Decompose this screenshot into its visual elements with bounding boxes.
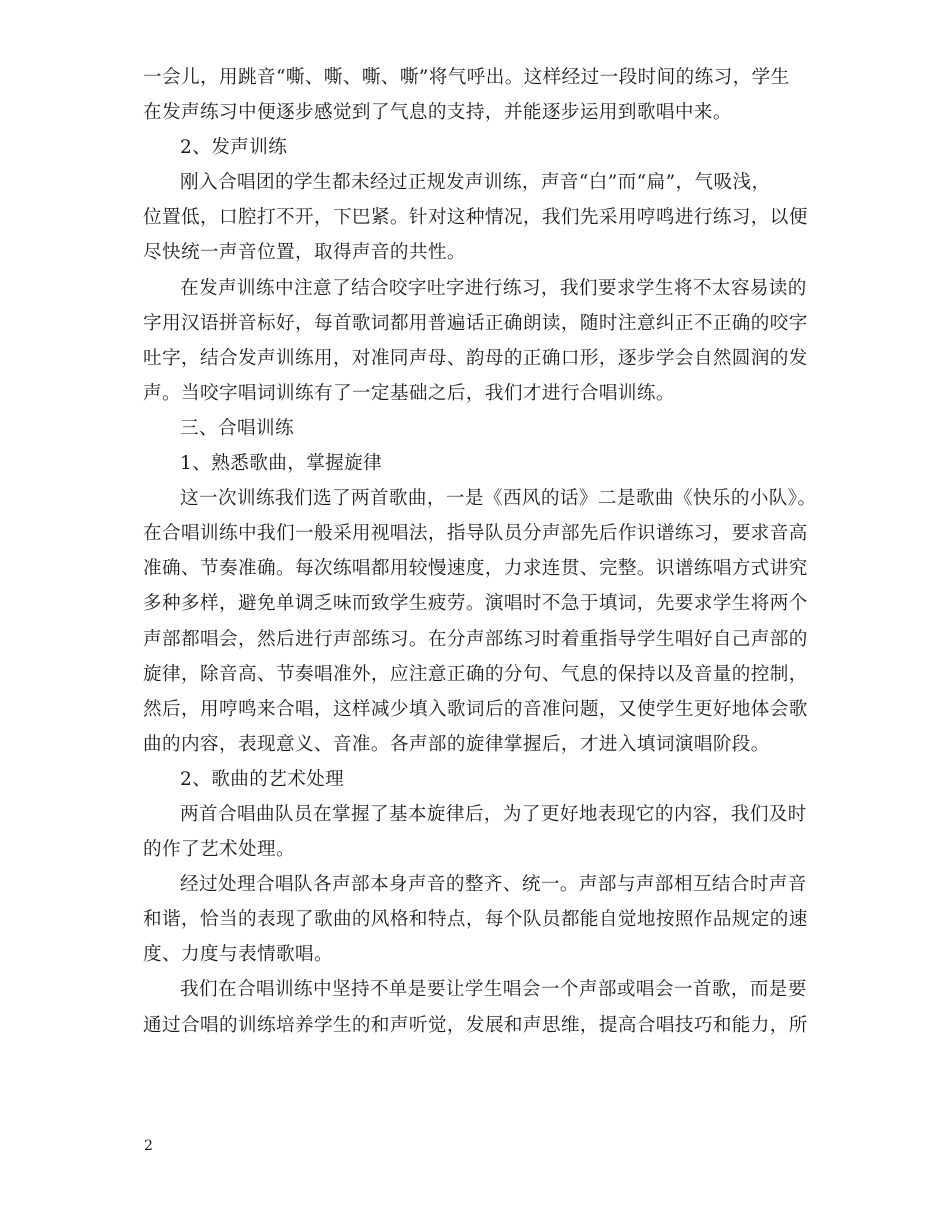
text-line: 然后，用哼鸣来合唱，这样减少填入歌词后的音准问题，又使学生更好地体会歌 [143, 698, 808, 720]
text-line: 在合唱训练中我们一般采用视唱法，指导队员分声部先后作识谱练习，要求音高 [143, 523, 808, 545]
text-line: 两首合唱曲队员在掌握了基本旋律后，为了更好地表现它的内容，我们及时 [180, 803, 807, 825]
text-line: 准确、节奏准确。每次练唱都用较慢速度，力求连贯、完整。识谱练唱方式讲究 [143, 558, 808, 580]
document-body [143, 60, 817, 1043]
text-line: 尽快统一声音位置，取得声音的共性。 [143, 242, 466, 264]
text-line: 字用汉语拼音标好，每首歌词都用普遍话正确朗读，随时注意纠正不正确的咬字 [143, 312, 808, 334]
page-number: 2 [144, 1138, 153, 1154]
text-line: 多种多样，避免单调乏味而致学生疲劳。演唱时不急于填词，先要求学生将两个 [143, 593, 808, 615]
text-line: 声。当咬字唱词训练有了一定基础之后，我们才进行合唱训练。 [143, 382, 675, 404]
text-line: 1、熟悉歌曲，掌握旋律 [180, 453, 383, 475]
text-line: 这一次训练我们选了两首歌曲，一是《西风的话》二是歌曲《快乐的小队》。 [180, 488, 817, 510]
text-line: 一会儿，用跳音“嘶、嘶、嘶、嘶”将气呼出。这样经过一段时间的练习，学生 [143, 67, 790, 88]
text-line: 2、发声训练 [180, 137, 288, 159]
text-line: 位置低，口腔打不开，下巴紧。针对这种情况，我们先采用哼鸣进行练习，以便 [143, 207, 808, 229]
text-line: 在发声练习中便逐步感觉到了气息的支持，并能逐步运用到歌唱中来。 [143, 102, 732, 124]
text-line: 2、歌曲的艺术处理 [180, 768, 345, 790]
text-line: 旋律，除音高、节奏唱准外，应注意正确的分句、气息的保持以及音量的控制， [143, 663, 808, 685]
text-line: 经过处理合唱队各声部本身声音的整齐、统一。声部与声部相互结合时声音 [180, 874, 807, 896]
text-line: 曲的内容，表现意义、音准。各声部的旋律掌握后，才进入填词演唱阶段。 [143, 733, 770, 755]
text-line: 吐字，结合发声训练用，对准同声母、韵母的正确口形，逐步学会自然圆润的发 [143, 347, 808, 369]
text-line: 和谐，恰当的表现了歌曲的风格和特点，每个队员都能自觉地按照作品规定的速 [143, 909, 808, 931]
text-line: 在发声训练中注意了结合咬字吐字进行练习，我们要求学生将不太容易读的 [180, 277, 807, 299]
text-line: 声部都唱会，然后进行声部练习。在分声部练习时着重指导学生唱好自己声部的 [143, 628, 808, 650]
text-line: 的作了艺术处理。 [143, 839, 295, 861]
text-line: 刚入合唱团的学生都未经过正规发声训练，声音“白”而“扁”，气吸浅， [180, 172, 771, 194]
text-line: 度、力度与表情歌唱。 [143, 944, 333, 966]
text-line: 三、合唱训练 [180, 417, 294, 439]
text-line: 我们在合唱训练中坚持不单是要让学生唱会一个声部或唱会一首歌，而是要 [180, 979, 807, 1001]
text-line: 通过合唱的训练培养学生的和声听觉，发展和声思维，提高合唱技巧和能力，所 [143, 1014, 808, 1036]
